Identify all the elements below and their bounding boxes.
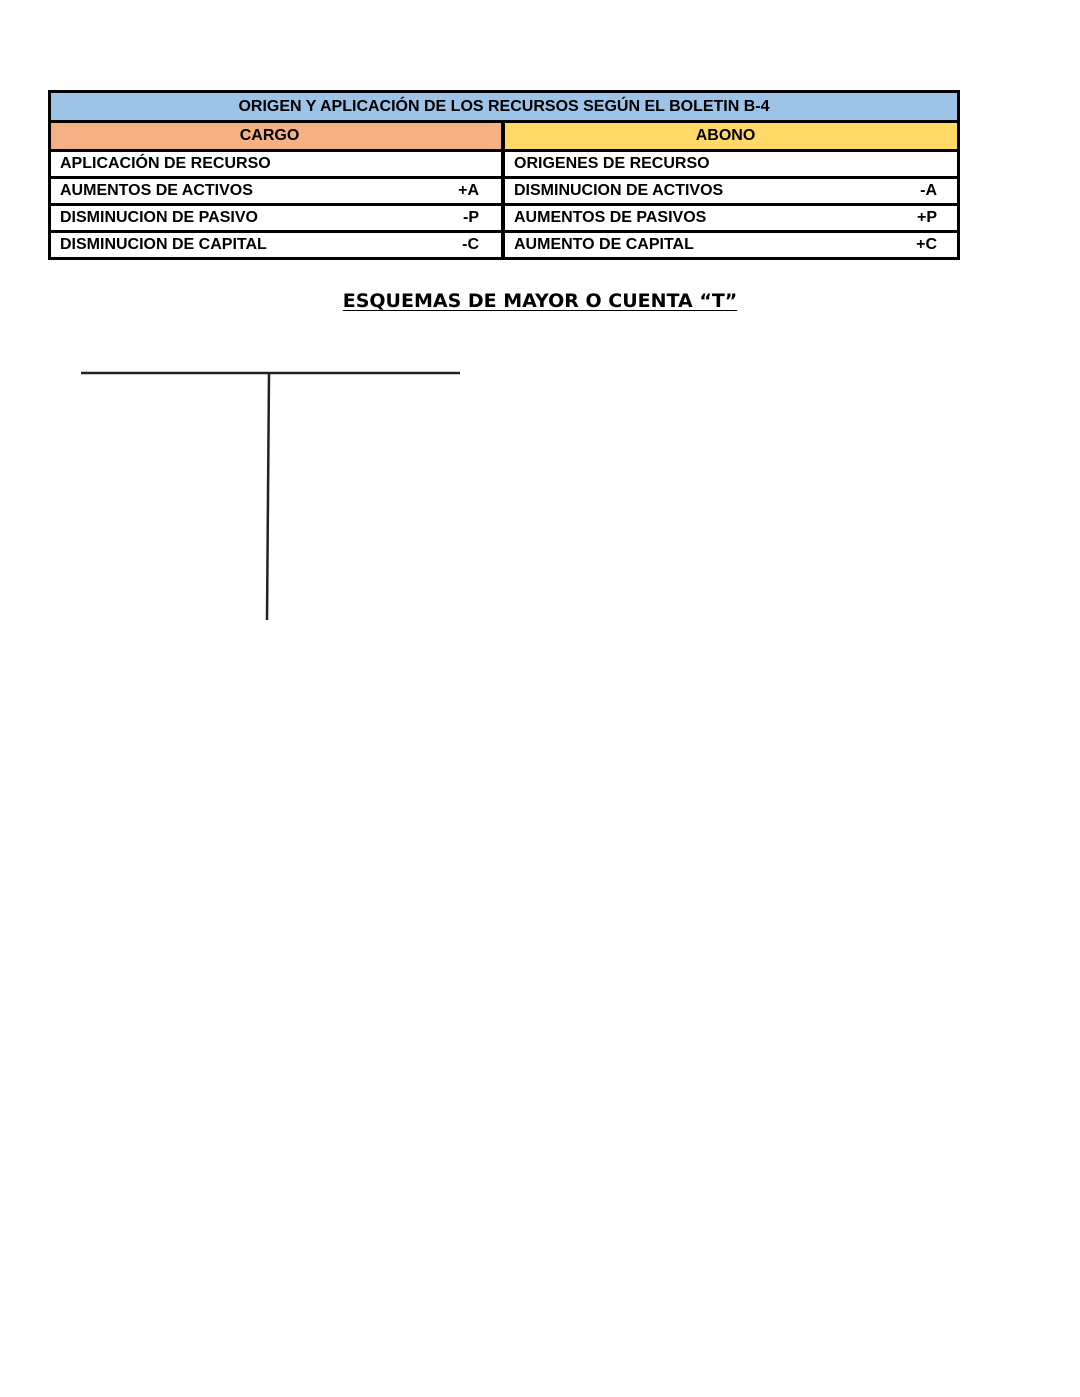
abono-row-label: DISMINUCION DE ACTIVOS bbox=[514, 182, 724, 199]
abono-subheader bbox=[505, 152, 957, 176]
resources-table bbox=[48, 90, 960, 260]
cargo-row bbox=[51, 206, 505, 230]
abono-row bbox=[505, 206, 957, 230]
abono-header bbox=[505, 123, 957, 149]
cargo-row-label: DISMINUCION DE CAPITAL bbox=[60, 236, 267, 253]
cargo-subheader bbox=[51, 152, 505, 176]
table-title-text: ORIGEN Y APLICACIÓN DE LOS RECURSOS SEGÚN EL BOLETIN B-4 bbox=[238, 97, 770, 115]
table-header-row bbox=[51, 120, 957, 149]
cargo-row-sign: -C bbox=[462, 236, 479, 253]
abono-row bbox=[505, 179, 957, 203]
abono-row-label: AUMENTO DE CAPITAL bbox=[514, 236, 694, 253]
abono-header-label: ABONO bbox=[695, 127, 756, 144]
abono-row-sign: +C bbox=[916, 236, 937, 253]
cargo-subheader-label: APLICACIÓN DE RECURSO bbox=[60, 155, 271, 172]
abono-row-label: AUMENTOS DE PASIVOS bbox=[514, 209, 707, 226]
cargo-row bbox=[51, 233, 505, 257]
table-row bbox=[51, 176, 957, 203]
cargo-header-label: CARGO bbox=[239, 127, 300, 144]
abono-row-sign: +P bbox=[916, 209, 937, 226]
t-account-diagram bbox=[80, 368, 464, 624]
cargo-header bbox=[51, 123, 505, 149]
section-heading-text: ESQUEMAS DE MAYOR O CUENTA “T” bbox=[342, 290, 738, 312]
abono-row bbox=[505, 233, 957, 257]
table-row bbox=[51, 149, 957, 176]
cargo-row-sign: -P bbox=[463, 209, 479, 226]
cargo-row bbox=[51, 179, 505, 203]
table-row bbox=[51, 203, 957, 230]
abono-subheader-label: ORIGENES DE RECURSO bbox=[514, 155, 710, 172]
t-account-vertical-line bbox=[267, 373, 269, 620]
table-row bbox=[51, 230, 957, 257]
cargo-row-label: DISMINUCION DE PASIVO bbox=[60, 209, 258, 226]
table-title bbox=[51, 93, 957, 120]
abono-row-sign: -A bbox=[920, 182, 937, 199]
cargo-row-label: AUMENTOS DE ACTIVOS bbox=[60, 182, 253, 199]
cargo-row-sign: +A bbox=[458, 182, 479, 199]
section-heading bbox=[0, 290, 1080, 312]
